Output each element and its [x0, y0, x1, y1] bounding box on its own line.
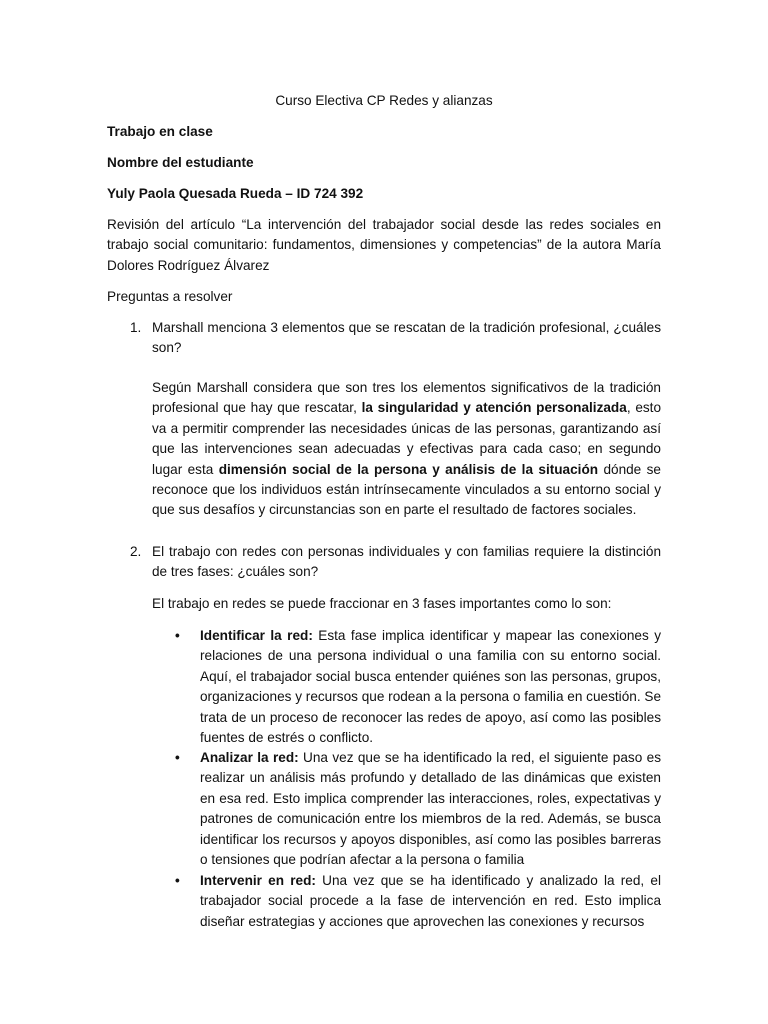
- subtitle: Trabajo en clase: [107, 124, 213, 139]
- question-2-intro: El trabajo en redes se puede fraccionar en 3 fases importantes como lo son:: [152, 596, 612, 611]
- question-1-number: 1.: [130, 320, 142, 335]
- bullet-text: Una vez que se ha identificado y analizado la red, el trabajador social procede a la fase de intervención en red. Esto implica diseñar estrategias y acciones que aprovechen las conexiones y recursos: [200, 873, 662, 929]
- list-item: [175, 748, 661, 870]
- question-2-number: 2.: [130, 544, 142, 559]
- bullet-label: Identificar la red:: [200, 628, 313, 643]
- answer-1-part3: dónde se reconoce que los individuos están intrínsecamente vinculados a su entorno social y que sus desafíos y circunstancias son en parte el resultado de factores sociales.: [152, 461, 661, 518]
- student-name: Yuly Paola Quesada Rueda – ID 724 392: [107, 186, 364, 201]
- answer-1-part2: , esto va a permitir comprender las necesidades únicas de las personas, garantizando así que las intervenciones sean adecuadas y efectivas para cada caso; en segundo lugar esta: [152, 400, 662, 477]
- list-item: [175, 626, 661, 748]
- bullet-icon: •: [175, 873, 180, 888]
- answer-1: [152, 378, 661, 521]
- bullet-icon: •: [175, 750, 180, 765]
- question-1-text: Marshall menciona 3 elementos que se rescatan de la tradición profesional, ¿cuáles son?: [152, 320, 661, 356]
- question-2-text: El trabajo con redes con personas individuales y con familias requiere la distinción de tres fases: ¿cuáles son?: [152, 544, 661, 580]
- question-2: [130, 542, 661, 583]
- answer-1-bold2: dimensión social de la persona y análisis de la situación: [218, 461, 599, 477]
- answer-1-bold1: la singularidad y atención personalizada: [361, 400, 627, 416]
- answer-1-part1: Según Marshall considera que son tres los elementos significativos de la tradición profesional que hay que rescatar,: [152, 380, 661, 416]
- bullet-text: Una vez que se ha identificado la red, el siguiente paso es realizar un análisis más profundo y detallado de las dinámicas que existen en esa red. Esto implica comprender las interacciones, roles, expectativas y patrones de comunicación entre los miembros de la red. Además, se busca identificar los recursos y apoyos disponibles, así como las posibles barreras o tensiones que podrían afectar a la persona o familia: [200, 750, 661, 868]
- questions-heading: Preguntas a resolver: [107, 289, 233, 304]
- student-label: Nombre del estudiante: [107, 155, 254, 170]
- bullet-text: Esta fase implica identificar y mapear las conexiones y relaciones de una persona individual o una familia con su entorno social. Aquí, el trabajador social busca entender quiénes son las personas, grupos, organizaciones y recursos que rodean a la persona o familia en cuestión. Se trata de un proceso de reconocer las redes de apoyo, así como las posibles fuentes de estrés o conflicto.: [200, 628, 661, 746]
- list-item: [175, 871, 661, 932]
- bullet-label: Analizar la red:: [200, 750, 299, 765]
- bullet-icon: •: [175, 628, 180, 643]
- bullet-label: Intervenir en red:: [200, 873, 316, 888]
- document-title: Curso Electiva CP Redes y alianzas: [275, 93, 493, 108]
- review-paragraph: Revisión del artículo “La intervención del trabajador social desde las redes sociales en trabajo social comunitario: fundamentos, dimensiones y competencias” de la autora María Dolores Rodríguez Álvarez: [107, 217, 661, 273]
- question-1: [130, 318, 661, 359]
